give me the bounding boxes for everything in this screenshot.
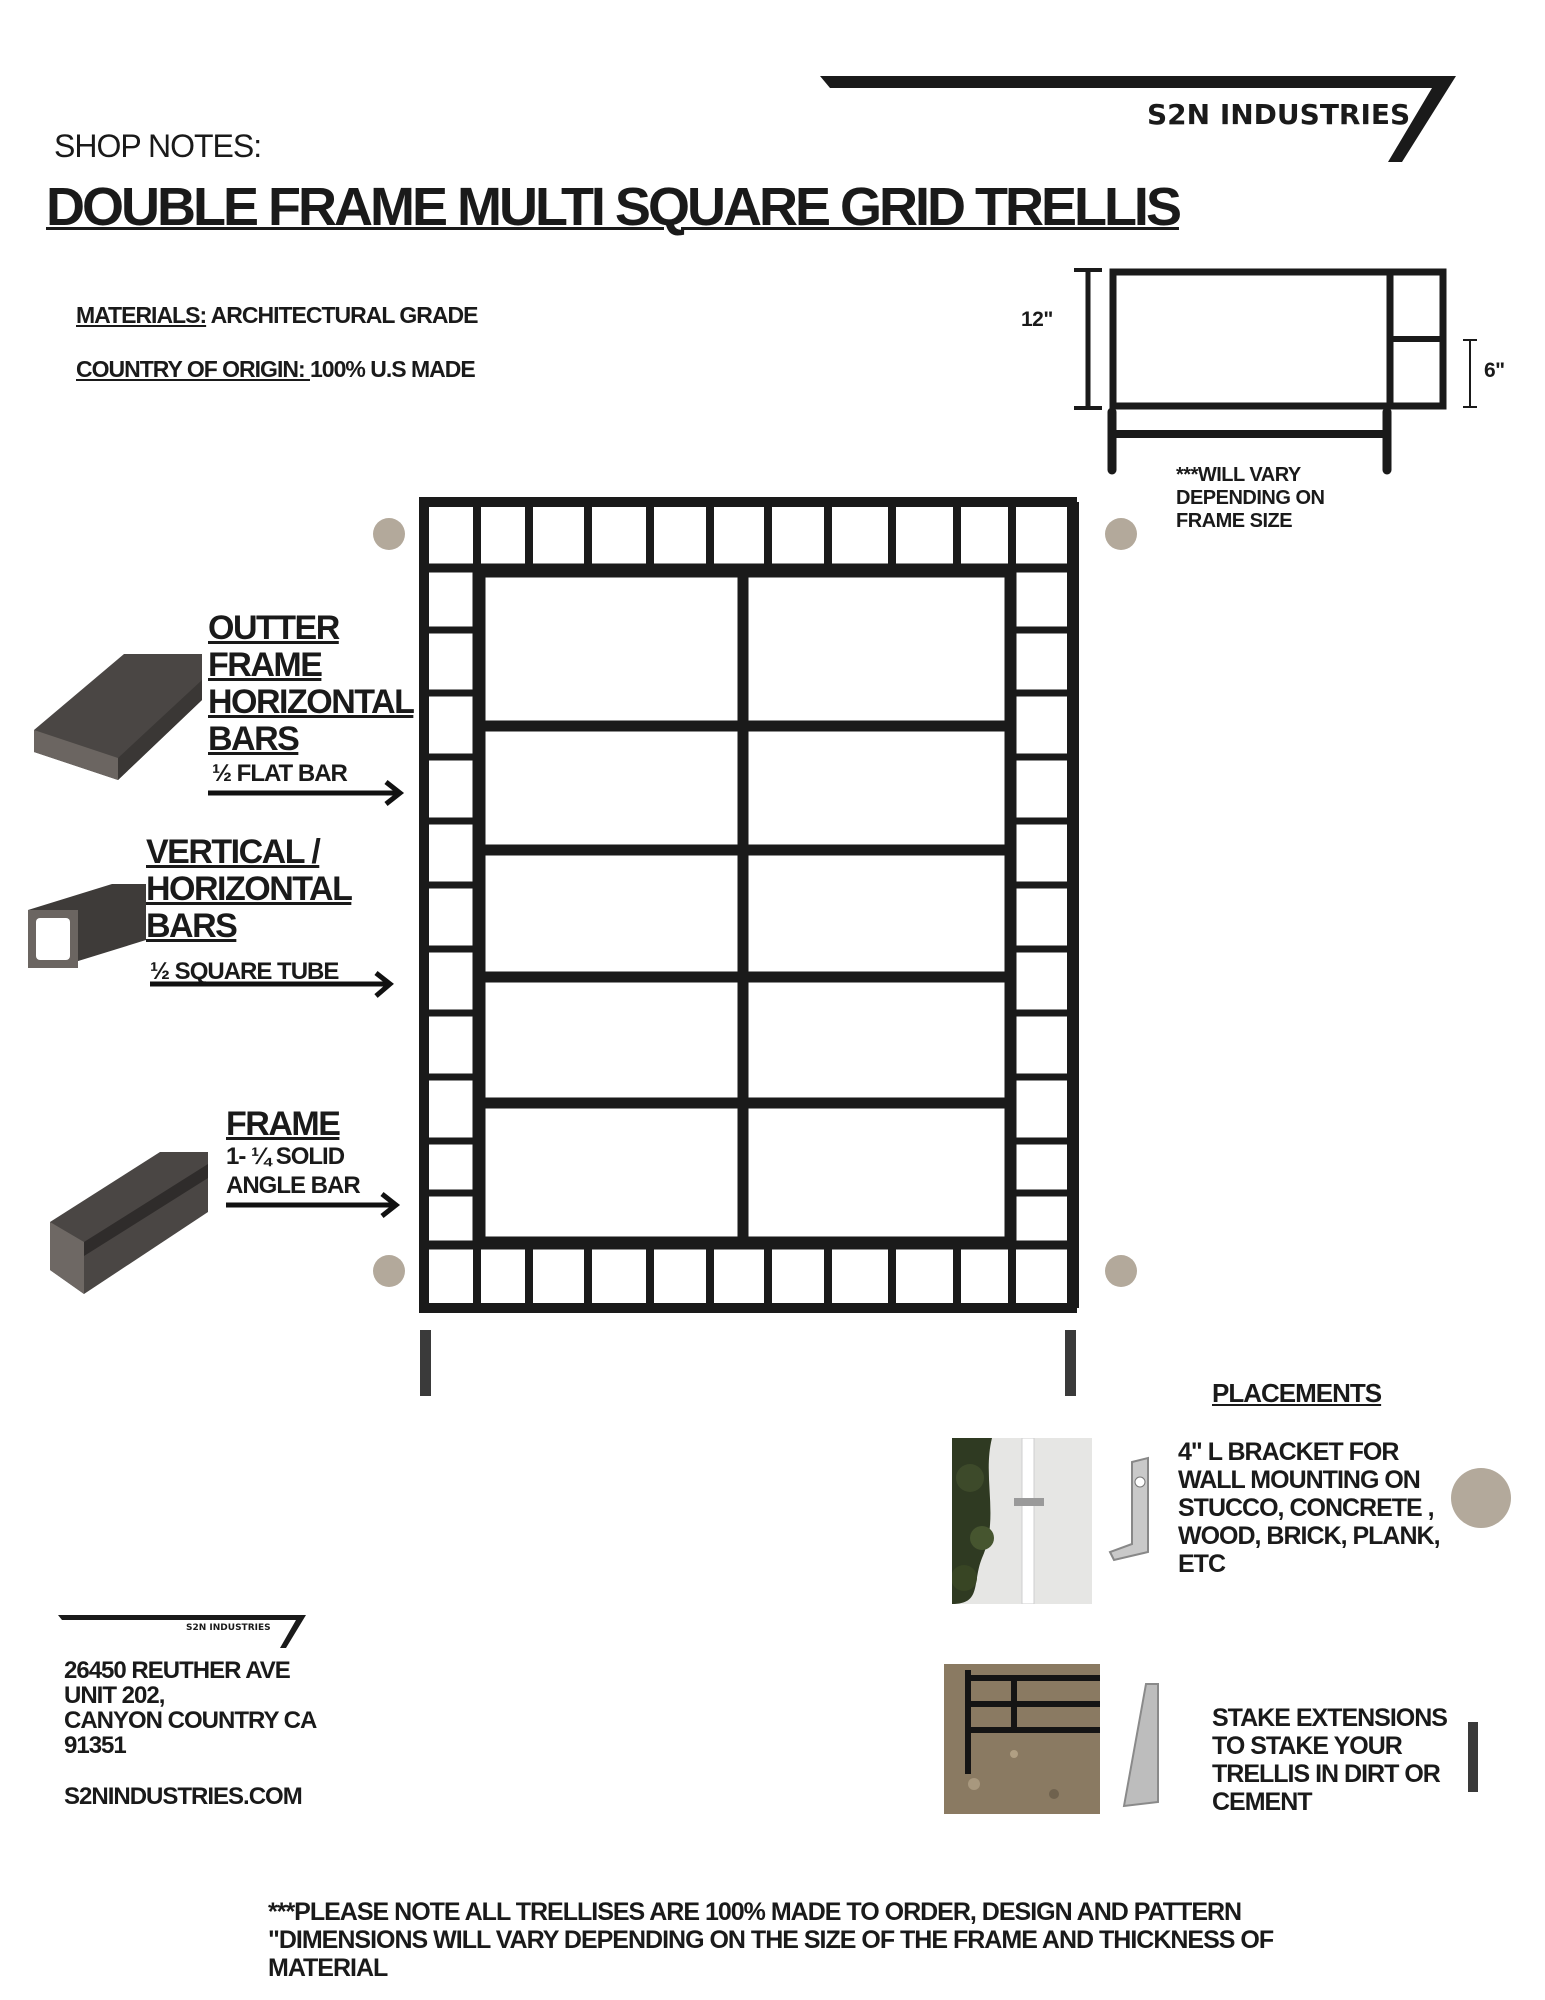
square-tube-drawing bbox=[22, 870, 152, 990]
angle-bar-arrow-icon bbox=[226, 1190, 406, 1220]
origin-label: COUNTRY OF ORIGIN: bbox=[76, 356, 310, 382]
address-line: 26450 REUTHER AVE bbox=[64, 1657, 290, 1684]
bracket-marker-dot bbox=[1451, 1468, 1511, 1528]
flat-bar-title-line: BARS bbox=[208, 720, 299, 758]
square-tube-title-line: BARS bbox=[146, 907, 237, 945]
bracket-description-line: WALL MOUNTING ON bbox=[1178, 1466, 1420, 1494]
mount-point-dot bbox=[373, 518, 405, 550]
small-brand-name: S2N INDUSTRIES bbox=[186, 1623, 271, 1633]
frame-detail-drawing bbox=[1060, 262, 1520, 482]
shop-notes-label: SHOP NOTES: bbox=[54, 128, 262, 164]
address-line: 91351 bbox=[64, 1732, 126, 1759]
footer-note-line: MATERIAL bbox=[268, 1954, 388, 1982]
vary-note-line: ***WILL VARY bbox=[1176, 464, 1301, 486]
flat-bar-title bbox=[208, 610, 413, 758]
stake-description-line: TO STAKE YOUR bbox=[1212, 1732, 1402, 1760]
flat-bar-title-line: FRAME bbox=[208, 646, 322, 684]
angle-bar-title: FRAME bbox=[226, 1105, 340, 1143]
materials-label: MATERIALS: bbox=[76, 302, 207, 328]
stake-extension-icon bbox=[1118, 1682, 1164, 1808]
mount-point-dot bbox=[1105, 518, 1137, 550]
address-line: CANYON COUNTRY CA bbox=[64, 1707, 317, 1734]
trellis-drawing bbox=[410, 490, 1090, 1400]
square-tube-title bbox=[146, 834, 351, 945]
bracket-description-line: STUCCO, CONCRETE , bbox=[1178, 1494, 1434, 1522]
angle-bar-subtitle-line: ANGLE BAR bbox=[226, 1172, 360, 1199]
website-link[interactable]: S2NINDUSTRIES.COM bbox=[64, 1783, 302, 1810]
side-dimension-label: 6" bbox=[1484, 359, 1505, 382]
frame-detail-diagram bbox=[1060, 262, 1520, 482]
stake-description-line: CEMENT bbox=[1212, 1788, 1312, 1816]
wall-mount-photo bbox=[952, 1438, 1092, 1604]
placements-title: PLACEMENTS bbox=[1212, 1378, 1382, 1408]
flat-bar-icon bbox=[24, 640, 214, 810]
square-tube-subtitle: ½ SQUARE TUBE bbox=[150, 958, 339, 985]
vary-note-line: DEPENDING ON bbox=[1176, 487, 1325, 509]
vary-note-line: FRAME SIZE bbox=[1176, 510, 1293, 532]
stake-photo bbox=[944, 1664, 1100, 1814]
square-tube-arrow-icon bbox=[150, 970, 400, 1000]
bracket-description-line: ETC bbox=[1178, 1550, 1225, 1578]
brand-name: S2N INDUSTRIES bbox=[1147, 98, 1411, 131]
address-line: UNIT 202, bbox=[64, 1682, 165, 1709]
stake-description-line: TRELLIS IN DIRT OR bbox=[1212, 1760, 1440, 1788]
flat-bar-subtitle: ½ FLAT BAR bbox=[212, 760, 347, 787]
origin-line bbox=[76, 356, 475, 383]
mount-point-dot bbox=[373, 1255, 405, 1287]
square-tube-icon bbox=[22, 870, 152, 990]
address bbox=[64, 1658, 316, 1758]
l-bracket-icon bbox=[1104, 1456, 1164, 1566]
stake-description-line: STAKE EXTENSIONS bbox=[1212, 1704, 1447, 1732]
mount-point-dot bbox=[1105, 1255, 1137, 1287]
square-tube-title-line: VERTICAL / bbox=[146, 833, 320, 871]
stake-marker bbox=[1468, 1722, 1478, 1792]
footer-note-line: ***PLEASE NOTE ALL TRELLISES ARE 100% MADE TO ORDER, DESIGN AND PATTERN bbox=[268, 1898, 1242, 1926]
origin-value: 100% U.S MADE bbox=[310, 356, 475, 382]
bracket-description bbox=[1178, 1438, 1440, 1578]
trellis-diagram bbox=[410, 490, 1090, 1400]
angle-bar-drawing bbox=[44, 1150, 214, 1300]
flat-bar-title-line: OUTTER bbox=[208, 609, 339, 647]
vary-note bbox=[1176, 464, 1324, 533]
flat-bar-arrow-icon bbox=[208, 778, 408, 808]
page-title: DOUBLE FRAME MULTI SQUARE GRID TRELLIS bbox=[46, 177, 1179, 237]
height-dimension-label: 12" bbox=[1021, 308, 1053, 331]
flat-bar-title-line: HORIZONTAL bbox=[208, 683, 414, 721]
footer-note-line: "DIMENSIONS WILL VARY DEPENDING ON THE SIZE OF THE FRAME AND THICKNESS OF bbox=[268, 1926, 1274, 1954]
stake-description bbox=[1212, 1704, 1447, 1816]
angle-bar-icon bbox=[44, 1150, 214, 1300]
angle-bar-subtitle-line: 1- ¼ SOLID bbox=[226, 1143, 345, 1170]
bracket-description-line: 4" L BRACKET FOR bbox=[1178, 1438, 1399, 1466]
square-tube-title-line: HORIZONTAL bbox=[146, 870, 352, 908]
materials-value: ARCHITECTURAL GRADE bbox=[206, 302, 478, 328]
bracket-description-line: WOOD, BRICK, PLANK, bbox=[1178, 1522, 1440, 1550]
flat-bar-drawing bbox=[24, 640, 214, 810]
materials-line bbox=[76, 302, 477, 329]
footer-note bbox=[268, 1898, 1273, 1982]
